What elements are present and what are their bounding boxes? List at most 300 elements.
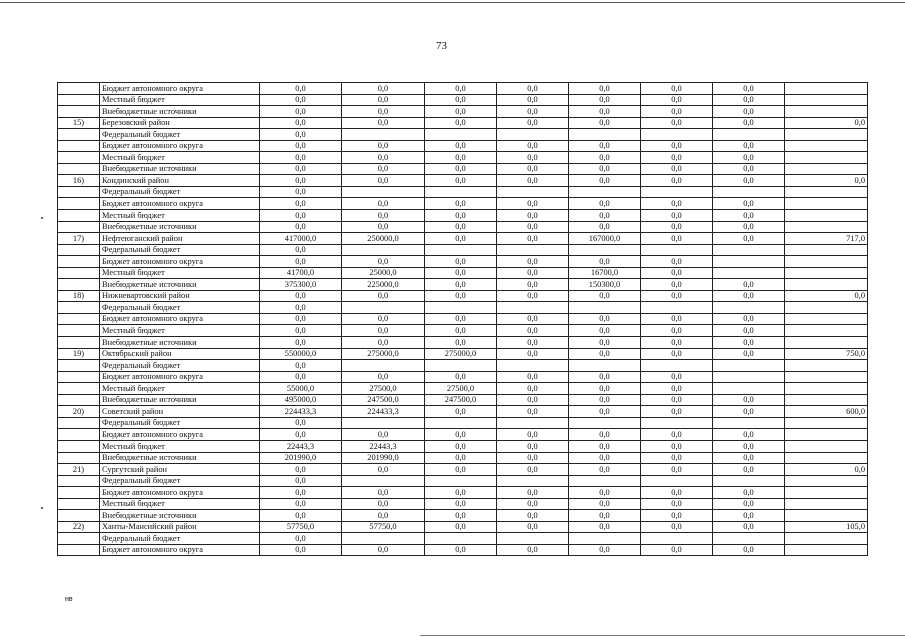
row-label: Федеральный бюджет — [100, 360, 260, 372]
value-cell: 0,0 — [713, 452, 785, 464]
value-cell: 0,0 — [425, 163, 497, 175]
value-cell — [497, 244, 569, 256]
value-cell: 0,0 — [260, 533, 342, 545]
row-label: Советский район — [100, 406, 260, 418]
row-label: Федеральный бюджет — [100, 533, 260, 545]
value-cell — [569, 244, 641, 256]
value-cell: 0,0 — [260, 117, 342, 129]
row-label: Бюджет автономного округа — [100, 256, 260, 268]
value-cell: 0,0 — [641, 371, 713, 383]
value-cell: 0,0 — [497, 325, 569, 337]
value-cell — [785, 475, 868, 487]
value-cell: 0,0 — [425, 290, 497, 302]
value-cell: 0,0 — [713, 440, 785, 452]
value-cell — [497, 533, 569, 545]
table-row — [58, 440, 868, 452]
value-cell — [425, 475, 497, 487]
value-cell: 0,0 — [569, 544, 641, 556]
value-cell: 0,0 — [497, 94, 569, 106]
value-cell: 0,0 — [641, 406, 713, 418]
value-cell: 0,0 — [641, 325, 713, 337]
value-cell: 0,0 — [425, 544, 497, 556]
value-cell: 0,0 — [425, 429, 497, 441]
row-number — [58, 360, 100, 372]
value-cell: 0,0 — [260, 152, 342, 164]
table-row — [58, 106, 868, 118]
value-cell: 0,0 — [342, 152, 425, 164]
value-cell: 0,0 — [713, 313, 785, 325]
row-label: Внебюджетные источники — [100, 337, 260, 349]
value-cell — [425, 533, 497, 545]
value-cell: 275000,0 — [342, 348, 425, 360]
value-cell — [713, 533, 785, 545]
value-cell: 0,0 — [641, 383, 713, 395]
value-cell — [497, 417, 569, 429]
row-label: Березовский район — [100, 117, 260, 129]
value-cell: 0,0 — [713, 140, 785, 152]
value-cell: 0,0 — [713, 464, 785, 476]
row-label: Внебюджетные источники — [100, 394, 260, 406]
value-cell: 0,0 — [497, 233, 569, 245]
table-row — [58, 117, 868, 129]
value-cell: 0,0 — [641, 106, 713, 118]
value-cell: 0,0 — [713, 290, 785, 302]
value-cell — [785, 221, 868, 233]
row-number — [58, 325, 100, 337]
table-row — [58, 186, 868, 198]
value-cell — [785, 394, 868, 406]
row-number — [58, 221, 100, 233]
value-cell — [785, 152, 868, 164]
value-cell: 0,0 — [713, 175, 785, 187]
table-row — [58, 175, 868, 187]
value-cell: 0,0 — [425, 210, 497, 222]
row-number — [58, 533, 100, 545]
value-cell — [785, 256, 868, 268]
value-cell: 0,0 — [569, 256, 641, 268]
value-cell: 0,0 — [342, 210, 425, 222]
value-cell — [569, 186, 641, 198]
value-cell: 0,0 — [713, 510, 785, 522]
value-cell — [785, 533, 868, 545]
value-cell: 550000,0 — [260, 348, 342, 360]
value-cell — [785, 417, 868, 429]
value-cell: 0,0 — [785, 117, 868, 129]
row-label: Местный бюджет — [100, 94, 260, 106]
value-cell: 0,0 — [785, 175, 868, 187]
row-number — [58, 163, 100, 175]
value-cell: 0,0 — [260, 429, 342, 441]
value-cell: 0,0 — [713, 487, 785, 499]
value-cell: 0,0 — [497, 83, 569, 95]
table-row — [58, 313, 868, 325]
value-cell: 0,0 — [425, 233, 497, 245]
value-cell: 600,0 — [785, 406, 868, 418]
value-cell: 0,0 — [497, 521, 569, 533]
value-cell: 0,0 — [425, 440, 497, 452]
value-cell — [713, 360, 785, 372]
value-cell — [713, 417, 785, 429]
row-number — [58, 487, 100, 499]
value-cell: 0,0 — [342, 94, 425, 106]
value-cell — [425, 417, 497, 429]
table-row — [58, 233, 868, 245]
value-cell — [785, 198, 868, 210]
value-cell — [785, 313, 868, 325]
value-cell: 55000,0 — [260, 383, 342, 395]
value-cell: 0,0 — [497, 256, 569, 268]
value-cell: 0,0 — [569, 198, 641, 210]
table-row — [58, 256, 868, 268]
value-cell: 0,0 — [497, 406, 569, 418]
value-cell: 0,0 — [569, 175, 641, 187]
row-number — [58, 544, 100, 556]
row-number — [58, 83, 100, 95]
value-cell — [569, 302, 641, 314]
value-cell: 0,0 — [342, 498, 425, 510]
value-cell: 0,0 — [497, 279, 569, 291]
value-cell: 0,0 — [569, 440, 641, 452]
value-cell: 0,0 — [260, 510, 342, 522]
value-cell: 0,0 — [260, 313, 342, 325]
value-cell — [497, 186, 569, 198]
row-number — [58, 498, 100, 510]
row-label: Местный бюджет — [100, 325, 260, 337]
value-cell: 0,0 — [425, 313, 497, 325]
value-cell: 27500,0 — [425, 383, 497, 395]
value-cell: 0,0 — [342, 337, 425, 349]
value-cell — [497, 302, 569, 314]
row-label: Бюджет автономного округа — [100, 544, 260, 556]
table-row — [58, 279, 868, 291]
value-cell: 0,0 — [497, 544, 569, 556]
value-cell: 0,0 — [641, 290, 713, 302]
value-cell: 57750,0 — [260, 521, 342, 533]
value-cell: 0,0 — [641, 348, 713, 360]
value-cell: 0,0 — [713, 394, 785, 406]
value-cell: 0,0 — [641, 256, 713, 268]
value-cell: 0,0 — [569, 290, 641, 302]
value-cell: 57750,0 — [342, 521, 425, 533]
value-cell: 0,0 — [641, 140, 713, 152]
row-label: Местный бюджет — [100, 383, 260, 395]
value-cell — [342, 475, 425, 487]
row-label: Бюджет автономного округа — [100, 83, 260, 95]
value-cell: 0,0 — [260, 544, 342, 556]
table-row — [58, 129, 868, 141]
value-cell — [713, 256, 785, 268]
value-cell — [713, 475, 785, 487]
value-cell: 0,0 — [713, 83, 785, 95]
value-cell: 0,0 — [641, 544, 713, 556]
value-cell — [785, 487, 868, 499]
value-cell — [713, 302, 785, 314]
value-cell — [785, 337, 868, 349]
value-cell: 0,0 — [342, 429, 425, 441]
value-cell: 224433,3 — [342, 406, 425, 418]
value-cell: 0,0 — [260, 94, 342, 106]
value-cell: 0,0 — [497, 440, 569, 452]
table-row — [58, 521, 868, 533]
row-label: Бюджет автономного округа — [100, 371, 260, 383]
table-row — [58, 487, 868, 499]
value-cell: 27500,0 — [342, 383, 425, 395]
value-cell: 0,0 — [713, 406, 785, 418]
value-cell: 0,0 — [569, 163, 641, 175]
row-label: Внебюджетные источники — [100, 279, 260, 291]
value-cell: 0,0 — [342, 313, 425, 325]
value-cell — [785, 83, 868, 95]
value-cell — [425, 129, 497, 141]
value-cell: 0,0 — [569, 140, 641, 152]
value-cell: 0,0 — [713, 94, 785, 106]
value-cell — [497, 129, 569, 141]
row-label: Федеральный бюджет — [100, 302, 260, 314]
table-row — [58, 221, 868, 233]
value-cell: 0,0 — [569, 394, 641, 406]
value-cell — [641, 186, 713, 198]
value-cell — [785, 302, 868, 314]
row-number — [58, 383, 100, 395]
value-cell: 0,0 — [641, 337, 713, 349]
value-cell: 247500,0 — [342, 394, 425, 406]
value-cell — [785, 163, 868, 175]
value-cell — [713, 267, 785, 279]
value-cell — [641, 129, 713, 141]
row-label: Сургутский район — [100, 464, 260, 476]
budget-table — [57, 82, 868, 556]
value-cell: 0,0 — [342, 106, 425, 118]
value-cell: 0,0 — [497, 221, 569, 233]
value-cell — [641, 417, 713, 429]
table-row — [58, 290, 868, 302]
value-cell: 0,0 — [497, 371, 569, 383]
value-cell: 0,0 — [641, 452, 713, 464]
scan-edge-bottom — [420, 635, 905, 636]
value-cell — [713, 129, 785, 141]
table-row — [58, 406, 868, 418]
value-cell — [785, 544, 868, 556]
value-cell: 0,0 — [641, 94, 713, 106]
value-cell: 0,0 — [260, 175, 342, 187]
table-row — [58, 163, 868, 175]
value-cell: 0,0 — [569, 313, 641, 325]
value-cell: 0,0 — [713, 429, 785, 441]
budget-table-body — [58, 83, 868, 556]
value-cell — [425, 302, 497, 314]
table-row — [58, 464, 868, 476]
value-cell: 0,0 — [260, 221, 342, 233]
value-cell: 0,0 — [497, 152, 569, 164]
row-number: 17) — [58, 233, 100, 245]
row-number — [58, 452, 100, 464]
row-number: 18) — [58, 290, 100, 302]
value-cell: 0,0 — [342, 83, 425, 95]
value-cell: 150300,0 — [569, 279, 641, 291]
value-cell: 0,0 — [260, 83, 342, 95]
value-cell — [785, 429, 868, 441]
row-label: Бюджет автономного округа — [100, 487, 260, 499]
value-cell: 0,0 — [713, 163, 785, 175]
value-cell: 0,0 — [569, 221, 641, 233]
value-cell: 0,0 — [497, 267, 569, 279]
row-label: Нефтеюганский район — [100, 233, 260, 245]
value-cell: 0,0 — [425, 279, 497, 291]
value-cell: 0,0 — [425, 521, 497, 533]
value-cell — [342, 186, 425, 198]
row-number: 16) — [58, 175, 100, 187]
value-cell: 0,0 — [569, 521, 641, 533]
value-cell: 0,0 — [569, 429, 641, 441]
value-cell: 0,0 — [713, 348, 785, 360]
value-cell: 0,0 — [260, 106, 342, 118]
value-cell: 0,0 — [569, 406, 641, 418]
value-cell — [785, 325, 868, 337]
row-number: 15) — [58, 117, 100, 129]
row-number — [58, 129, 100, 141]
table-row — [58, 544, 868, 556]
value-cell: 0,0 — [260, 256, 342, 268]
value-cell: 0,0 — [569, 83, 641, 95]
value-cell: 0,0 — [497, 464, 569, 476]
value-cell — [569, 533, 641, 545]
table-row — [58, 510, 868, 522]
value-cell: 0,0 — [497, 348, 569, 360]
value-cell: 0,0 — [641, 487, 713, 499]
value-cell: 0,0 — [497, 429, 569, 441]
scan-speck — [41, 217, 43, 219]
value-cell — [569, 360, 641, 372]
value-cell: 224433,3 — [260, 406, 342, 418]
row-number: 19) — [58, 348, 100, 360]
value-cell: 0,0 — [713, 279, 785, 291]
value-cell — [569, 129, 641, 141]
row-label: Октябрьский район — [100, 348, 260, 360]
row-number — [58, 210, 100, 222]
value-cell: 0,0 — [260, 337, 342, 349]
table-row — [58, 140, 868, 152]
value-cell: 0,0 — [425, 117, 497, 129]
value-cell — [641, 302, 713, 314]
value-cell: 0,0 — [342, 510, 425, 522]
value-cell: 0,0 — [713, 325, 785, 337]
value-cell: 0,0 — [425, 487, 497, 499]
value-cell: 0,0 — [713, 106, 785, 118]
value-cell: 0,0 — [641, 521, 713, 533]
value-cell — [785, 279, 868, 291]
table-row — [58, 244, 868, 256]
value-cell: 0,0 — [641, 498, 713, 510]
value-cell: 0,0 — [260, 210, 342, 222]
value-cell — [785, 140, 868, 152]
value-cell: 0,0 — [569, 117, 641, 129]
table-row — [58, 394, 868, 406]
value-cell: 0,0 — [641, 267, 713, 279]
value-cell: 0,0 — [342, 198, 425, 210]
value-cell: 0,0 — [425, 198, 497, 210]
value-cell: 495000,0 — [260, 394, 342, 406]
table-row — [58, 198, 868, 210]
value-cell: 0,0 — [713, 117, 785, 129]
value-cell: 0,0 — [497, 175, 569, 187]
value-cell: 0,0 — [497, 106, 569, 118]
row-label: Кондинский район — [100, 175, 260, 187]
value-cell: 0,0 — [569, 337, 641, 349]
value-cell — [785, 371, 868, 383]
value-cell — [342, 360, 425, 372]
value-cell: 0,0 — [425, 175, 497, 187]
table-row — [58, 429, 868, 441]
value-cell: 0,0 — [497, 452, 569, 464]
value-cell: 0,0 — [342, 175, 425, 187]
value-cell: 0,0 — [641, 279, 713, 291]
value-cell: 0,0 — [342, 290, 425, 302]
row-label: Бюджет автономного округа — [100, 313, 260, 325]
value-cell: 0,0 — [497, 498, 569, 510]
row-number — [58, 106, 100, 118]
value-cell: 16700,0 — [569, 267, 641, 279]
value-cell — [342, 417, 425, 429]
row-number: 22) — [58, 521, 100, 533]
value-cell: 0,0 — [425, 140, 497, 152]
value-cell — [425, 244, 497, 256]
value-cell — [425, 360, 497, 372]
row-number — [58, 475, 100, 487]
row-label: Ханты-Мансийский район — [100, 521, 260, 533]
value-cell: 225000,0 — [342, 279, 425, 291]
scan-edge-top — [0, 2, 905, 3]
table-row — [58, 152, 868, 164]
value-cell: 0,0 — [260, 417, 342, 429]
value-cell: 375300,0 — [260, 279, 342, 291]
value-cell: 0,0 — [713, 498, 785, 510]
value-cell: 0,0 — [641, 152, 713, 164]
value-cell: 0,0 — [342, 140, 425, 152]
value-cell — [641, 360, 713, 372]
table-row — [58, 383, 868, 395]
value-cell: 0,0 — [569, 348, 641, 360]
row-label: Федеральный бюджет — [100, 129, 260, 141]
row-label: Внебюджетные источники — [100, 163, 260, 175]
value-cell: 0,0 — [569, 498, 641, 510]
value-cell: 0,0 — [569, 452, 641, 464]
table-row — [58, 533, 868, 545]
value-cell: 0,0 — [713, 544, 785, 556]
value-cell — [342, 533, 425, 545]
row-label: Федеральный бюджет — [100, 244, 260, 256]
value-cell: 750,0 — [785, 348, 868, 360]
value-cell: 0,0 — [641, 117, 713, 129]
value-cell: 201990,0 — [342, 452, 425, 464]
value-cell: 167000,0 — [569, 233, 641, 245]
value-cell — [713, 186, 785, 198]
value-cell: 0,0 — [497, 394, 569, 406]
value-cell: 0,0 — [713, 152, 785, 164]
value-cell: 0,0 — [425, 371, 497, 383]
value-cell: 0,0 — [641, 510, 713, 522]
value-cell: 250000,0 — [342, 233, 425, 245]
row-label: Внебюджетные источники — [100, 106, 260, 118]
row-label: Местный бюджет — [100, 440, 260, 452]
value-cell: 0,0 — [497, 313, 569, 325]
value-cell: 0,0 — [260, 302, 342, 314]
value-cell: 0,0 — [569, 487, 641, 499]
value-cell — [785, 106, 868, 118]
value-cell: 0,0 — [497, 117, 569, 129]
value-cell — [641, 533, 713, 545]
value-cell: 0,0 — [260, 360, 342, 372]
value-cell — [569, 475, 641, 487]
